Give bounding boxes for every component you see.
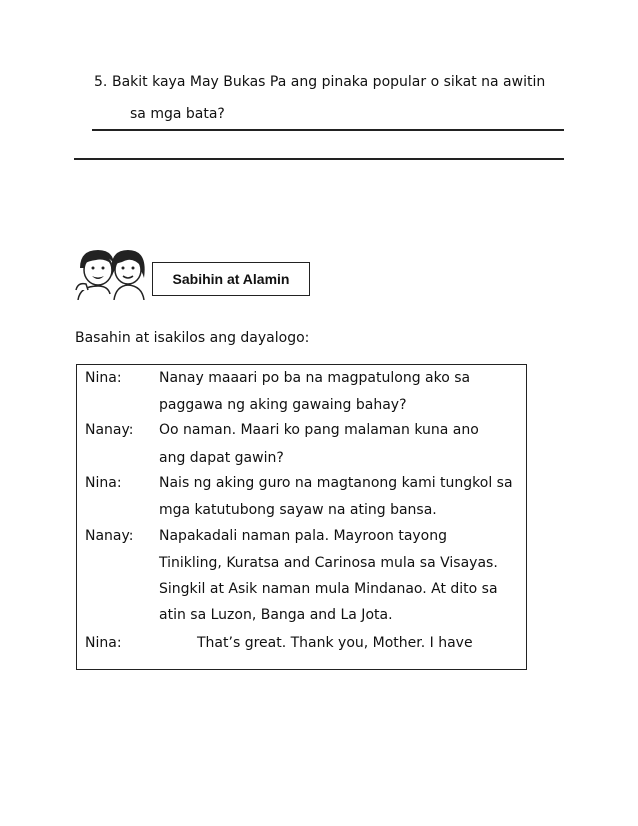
question-text: Bakit kaya May Bukas Pa ang pinaka popular o sikat na awitin bbox=[112, 74, 546, 90]
two-children-icon bbox=[74, 246, 154, 300]
answer-line bbox=[74, 158, 564, 160]
dialogue-line: paggawa ng aking gawaing bahay? bbox=[159, 397, 407, 413]
speaker-label: Nanay: bbox=[85, 528, 134, 544]
dialogue-line: Singkil at Asik naman mula Mindanao. At dito sa bbox=[159, 581, 498, 597]
dialogue-line: That’s great. Thank you, Mother. I have bbox=[197, 635, 473, 651]
speaker-label: Nina: bbox=[85, 635, 122, 651]
speaker-label: Nina: bbox=[85, 475, 122, 491]
instruction-text: Basahin at isakilos ang dayalogo: bbox=[75, 330, 310, 346]
speaker-label: Nanay: bbox=[85, 422, 134, 438]
dialogue-box bbox=[76, 364, 527, 670]
dialogue-line: Nais ng aking guro na magtanong kami tungkol sa bbox=[159, 475, 513, 491]
dialogue-line: mga katutubong sayaw na ating bansa. bbox=[159, 502, 437, 518]
dialogue-line: atin sa Luzon, Banga and La Jota. bbox=[159, 607, 393, 623]
question-number: 5. bbox=[94, 74, 108, 90]
dialogue-line: Nanay maaari po ba na magpatulong ako sa bbox=[159, 370, 471, 386]
dialogue-line: Napakadali naman pala. Mayroon tayong bbox=[159, 528, 448, 544]
question-text-continuation: sa mga bata? bbox=[130, 106, 225, 122]
dialogue-line: ang dapat gawin? bbox=[159, 450, 284, 466]
answer-line bbox=[92, 129, 564, 131]
speaker-label: Nina: bbox=[85, 370, 122, 386]
section-banner: Sabihin at Alamin bbox=[152, 262, 310, 296]
dialogue-line: Tinikling, Kuratsa and Carinosa mula sa Visayas. bbox=[159, 555, 498, 571]
dialogue-line: Oo naman. Maari ko pang malaman kuna ano bbox=[159, 422, 479, 438]
